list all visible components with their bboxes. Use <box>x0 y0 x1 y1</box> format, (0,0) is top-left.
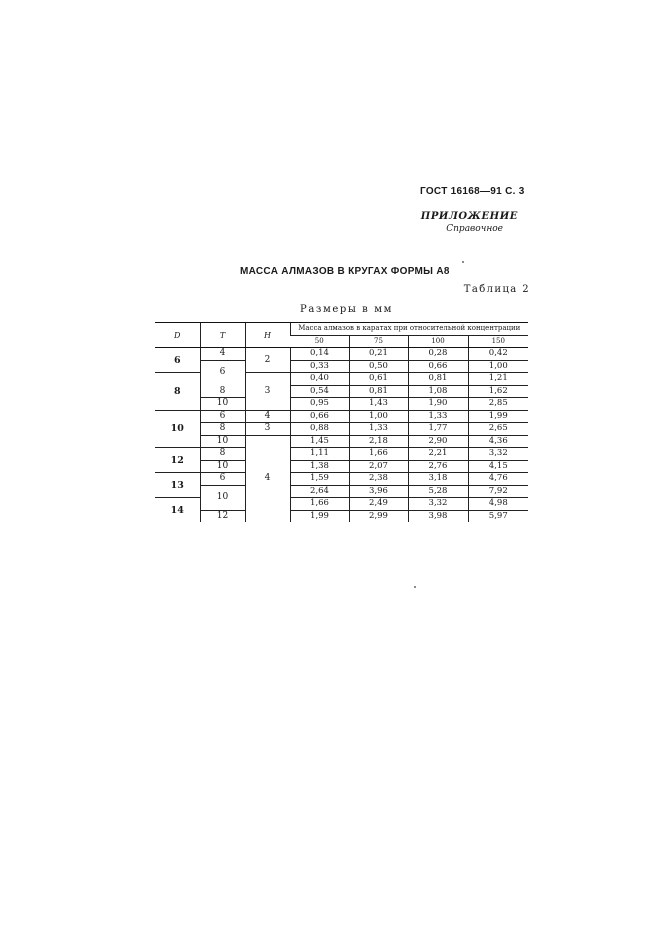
cell-value: 1,11 <box>290 448 349 461</box>
cell-value: 1,08 <box>408 385 468 398</box>
cell-value: 2,76 <box>408 460 468 473</box>
header-t: T <box>200 323 245 348</box>
header-conc-150: 150 <box>468 335 528 348</box>
table-label: Таблица 2 <box>463 284 530 295</box>
cell-value: 1,59 <box>290 473 349 486</box>
header-h: H <box>245 323 290 348</box>
appendix-type: Справочное <box>446 224 503 234</box>
header-d: D <box>155 323 200 348</box>
cell-t: 10 <box>200 398 245 411</box>
table-row <box>155 485 528 498</box>
cell-t: 6 <box>200 410 245 423</box>
diamond-mass-table <box>155 322 528 522</box>
cell-d: 12 <box>155 448 200 473</box>
cell-value: 3,32 <box>468 448 528 461</box>
table-row <box>155 423 528 436</box>
cell-value: 2,21 <box>408 448 468 461</box>
header-conc-50: 50 <box>290 335 349 348</box>
cell-value: 1,66 <box>349 448 408 461</box>
cell-value: 2,90 <box>408 435 468 448</box>
cell-t: 6 <box>200 473 245 486</box>
cell-t: 6 <box>200 360 245 385</box>
cell-value: 0,88 <box>290 423 349 436</box>
cell-value: 0,50 <box>349 360 408 373</box>
header-conc-75: 75 <box>349 335 408 348</box>
document-title: МАССА АЛМАЗОВ В КРУГАХ ФОРМЫ А8 <box>240 266 450 277</box>
cell-d: 13 <box>155 473 200 498</box>
cell-h: 3 <box>245 423 290 436</box>
cell-value: 0,66 <box>408 360 468 373</box>
table-row <box>155 398 528 411</box>
standard-number: ГОСТ 16168—91 С. 3 <box>420 186 525 197</box>
cell-d: 6 <box>155 348 200 373</box>
cell-d: 10 <box>155 410 200 448</box>
cell-value: 1,62 <box>468 385 528 398</box>
cell-value: 1,00 <box>468 360 528 373</box>
cell-t: 8 <box>200 448 245 461</box>
cell-value: 1,33 <box>349 423 408 436</box>
cell-value: 2,07 <box>349 460 408 473</box>
sizes-caption: Размеры в мм <box>300 304 393 315</box>
cell-value: 0,14 <box>290 348 349 361</box>
cell-value: 1,43 <box>349 398 408 411</box>
cell-value: 7,92 <box>468 485 528 498</box>
cell-value: 0,81 <box>349 385 408 398</box>
cell-value: 0,42 <box>468 348 528 361</box>
cell-value: 5,97 <box>468 510 528 522</box>
cell-t: 4 <box>200 348 245 361</box>
cell-value: 4,76 <box>468 473 528 486</box>
cell-value: 0,81 <box>408 373 468 386</box>
header-concentration-group: Масса алмазов в каратах при относительной концентрации <box>290 323 528 336</box>
cell-value: 0,40 <box>290 373 349 386</box>
table-row <box>155 385 528 398</box>
cell-value: 0,95 <box>290 398 349 411</box>
cell-t: 12 <box>200 510 245 522</box>
cell-value: 3,96 <box>349 485 408 498</box>
table-row <box>155 435 528 448</box>
table-row <box>155 360 528 373</box>
cell-value: 0,28 <box>408 348 468 361</box>
cell-value: 1,99 <box>468 410 528 423</box>
cell-h: 4 <box>245 435 290 522</box>
cell-value: 4,36 <box>468 435 528 448</box>
cell-h: 4 <box>245 410 290 423</box>
table-row <box>155 410 528 423</box>
cell-h: 2 <box>245 348 290 373</box>
table-row <box>155 348 528 361</box>
cell-value: 2,38 <box>349 473 408 486</box>
table-row <box>155 448 528 461</box>
cell-t: 10 <box>200 460 245 473</box>
cell-value: 1,77 <box>408 423 468 436</box>
cell-value: 3,98 <box>408 510 468 522</box>
header-conc-100: 100 <box>408 335 468 348</box>
cell-value: 0,66 <box>290 410 349 423</box>
cell-value: 1,33 <box>408 410 468 423</box>
cell-value: 1,45 <box>290 435 349 448</box>
cell-d: 14 <box>170 504 184 516</box>
stray-dot <box>462 261 464 263</box>
cell-value: 1,99 <box>290 510 349 522</box>
cell-t: 10 <box>200 485 245 510</box>
cell-value: 3,18 <box>408 473 468 486</box>
table-row <box>155 473 528 486</box>
cell-value: 3,32 <box>408 498 468 511</box>
cell-t: 8 <box>200 385 245 398</box>
cell-value: 0,33 <box>290 360 349 373</box>
cell-value: 2,18 <box>349 435 408 448</box>
cell-value: 2,65 <box>468 423 528 436</box>
cell-value: 1,66 <box>290 498 349 511</box>
appendix-heading: ПРИЛОЖЕНИЕ <box>420 211 518 222</box>
table-row <box>155 460 528 473</box>
cell-value: 0,61 <box>349 373 408 386</box>
cell-value: 2,99 <box>349 510 408 522</box>
cell-value: 1,21 <box>468 373 528 386</box>
cell-value: 2,64 <box>290 485 349 498</box>
cell-value: 0,21 <box>349 348 408 361</box>
table-row <box>155 510 528 522</box>
cell-t: 10 <box>200 435 245 448</box>
cell-t: 8 <box>200 423 245 436</box>
cell-h: 3 <box>245 373 290 411</box>
cell-value: 4,98 <box>468 498 528 511</box>
cell-value: 1,90 <box>408 398 468 411</box>
cell-value: 5,28 <box>408 485 468 498</box>
cell-value: 0,54 <box>290 385 349 398</box>
cell-value: 1,38 <box>290 460 349 473</box>
cell-value: 2,49 <box>349 498 408 511</box>
cell-d: 8 <box>155 373 200 411</box>
cell-value: 2,85 <box>468 398 528 411</box>
cell-value: 1,00 <box>349 410 408 423</box>
cell-value: 4,15 <box>468 460 528 473</box>
stray-dot <box>414 586 416 588</box>
